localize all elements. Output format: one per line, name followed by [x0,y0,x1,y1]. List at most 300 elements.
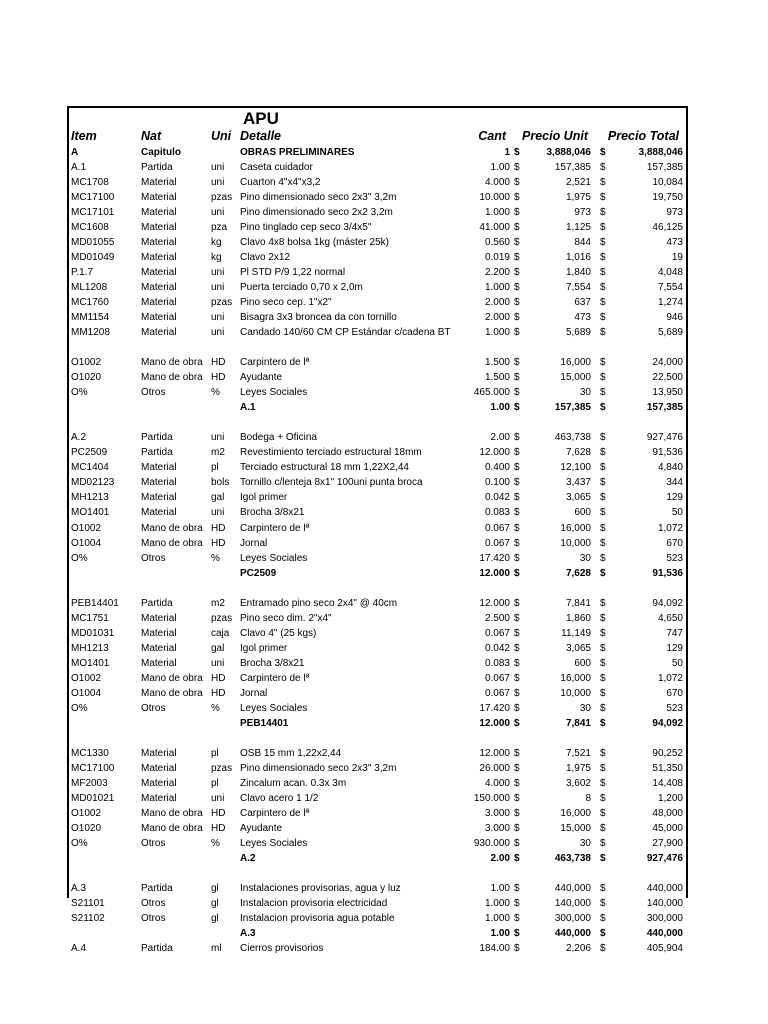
cell-nat: Mano de obra [141,357,203,369]
cell-uni: % [211,702,220,714]
cell-precio-unit: 7,628 [565,447,591,459]
cell-currency-unit: $ [514,267,520,279]
cell-precio-total: 440,000 [646,882,683,894]
cell-precio-total: 670 [666,687,683,699]
cell-currency-total: $ [600,642,606,654]
cell-precio-total: 927,476 [646,852,683,864]
cell-currency-unit: $ [514,657,520,669]
cell-currency-total: $ [600,432,606,444]
cell-item: MD01055 [71,237,115,249]
cell-currency-unit: $ [514,402,520,414]
cell-cant: 0.400 [484,462,510,474]
cell-precio-unit: 2,206 [565,943,591,955]
cell-detalle: OSB 15 mm 1,22x2,44 [240,747,342,759]
cell-nat: Partida [141,597,173,609]
cell-uni: uni [211,327,225,339]
cell-detalle: Brocha 3/8x21 [240,507,305,519]
cell-nat: Mano de obra [141,522,203,534]
cell-nat: Otros [141,552,166,564]
table-row [69,145,686,160]
cell-uni: pzas [211,192,233,204]
cell-item: MC1760 [71,297,109,309]
cell-detalle: Bodega + Oficina [240,432,317,444]
cell-nat: Partida [141,447,173,459]
cell-precio-unit: 1,125 [565,222,591,234]
cell-precio-unit: 973 [574,207,591,219]
cell-uni: % [211,387,220,399]
table-header [69,129,686,145]
table-row [69,205,686,220]
cell-item: S21101 [71,898,105,909]
cell-currency-unit: $ [514,943,520,955]
cell-currency-total: $ [600,357,606,369]
table-row [69,896,686,911]
cell-precio-unit: 157,385 [554,162,591,174]
cell-precio-unit: 1,016 [565,252,591,264]
header-precio-unit: Precio Unit [522,129,588,143]
cell-item: PEB14401 [71,597,119,609]
cell-precio-total: 523 [666,702,683,714]
cell-detalle: PC2509 [240,567,277,579]
cell-precio-total: 405,904 [646,943,683,955]
cell-nat: Material [141,747,177,759]
cell-currency-unit: $ [514,297,520,309]
cell-item: O% [71,552,88,564]
table-row [69,280,686,295]
cell-currency-unit: $ [514,852,520,864]
cell-currency-unit: $ [514,882,520,894]
cell-item: O% [71,702,88,714]
cell-detalle: Pino dimensionado seco 2x2 3,2m [240,207,393,219]
cell-currency-total: $ [600,612,606,624]
cell-precio-unit: 16,000 [560,672,591,684]
cell-detalle: Leyes Sociales [240,552,308,564]
cell-currency-unit: $ [514,807,520,819]
cell-currency-unit: $ [514,327,520,339]
cell-precio-unit: 30 [579,387,591,399]
cell-currency-total: $ [600,222,606,234]
cell-nat: Material [141,492,177,504]
cell-precio-unit: 16,000 [560,357,591,369]
cell-precio-total: 1,072 [657,522,683,534]
cell-precio-unit: 300,000 [554,913,591,925]
cell-detalle: Leyes Sociales [240,702,308,714]
cell-item: PC2509 [71,447,108,459]
cell-item: MC1404 [71,462,109,474]
cell-nat: Otros [141,387,166,399]
cell-detalle: Jornal [240,687,268,699]
cell-nat: Material [141,657,177,669]
cell-uni: uni [211,792,225,804]
cell-precio-unit: 2,521 [565,177,591,189]
cell-currency-total: $ [600,327,606,339]
table-row [69,686,686,701]
cell-item: MH1213 [71,642,109,654]
cell-currency-unit: $ [514,913,520,925]
cell-uni: HD [211,357,226,369]
blank-row [69,340,686,355]
cell-precio-total: 14,408 [652,777,683,789]
cell-cant: 10.000 [479,192,510,204]
cell-currency-unit: $ [514,537,520,549]
cell-precio-total: 129 [666,492,683,504]
table-row [69,475,686,490]
cell-cant: 12.000 [479,747,510,759]
cell-currency-unit: $ [514,252,520,264]
cell-currency-unit: $ [514,597,520,609]
cell-detalle: Bisagra 3x3 broncea da con tornillo [240,312,397,324]
table-row [69,626,686,641]
cell-detalle: Zincalum acan. 0.3x 3m [240,777,347,789]
table-row [69,505,686,520]
cell-precio-total: 523 [666,552,683,564]
cell-nat: Material [141,642,177,654]
cell-uni: pzas [211,762,233,774]
cell-cant: 3.000 [484,807,510,819]
cell-precio-unit: 8 [585,792,591,804]
cell-currency-total: $ [600,177,606,189]
cell-precio-unit: 600 [574,507,591,519]
cell-nat: Mano de obra [141,372,203,384]
cell-currency-unit: $ [514,432,520,444]
cell-nat: Mano de obra [141,672,203,684]
spreadsheet [67,106,688,955]
cell-currency-total: $ [600,267,606,279]
table-row [69,656,686,671]
table-row [69,746,686,761]
cell-item: MM1154 [71,312,110,324]
cell-nat: Material [141,282,177,294]
cell-item: O% [71,387,88,399]
cell-currency-total: $ [600,822,606,834]
cell-precio-unit: 440,000 [554,882,591,894]
cell-precio-total: 300,000 [646,913,683,925]
cell-currency-total: $ [600,162,606,174]
cell-detalle: Pino tinglado cep seco 3/4x5" [240,222,372,234]
cell-detalle: Revestimiento terciado estructural 18mm [240,447,422,459]
table-row [69,551,686,566]
cell-cant: 1.500 [484,372,510,384]
cell-item: MC1330 [71,747,109,759]
cell-precio-total: 7,554 [657,282,683,294]
table-row [69,175,686,190]
cell-cant: 1 [504,147,510,158]
table-row [69,160,686,175]
cell-cant: 0.083 [484,507,510,519]
table-row [69,851,686,866]
cell-currency-total: $ [600,747,606,759]
cell-uni: uni [211,432,225,444]
cell-currency-unit: $ [514,522,520,534]
cell-precio-unit: 1,975 [565,192,591,204]
cell-nat: Material [141,252,177,264]
cell-uni: HD [211,522,226,534]
table-row [69,355,686,370]
cell-detalle: Leyes Sociales [240,387,308,399]
cell-uni: gal [211,492,225,504]
cell-item: MF2003 [71,777,108,789]
cell-detalle: Cierros provisorios [240,943,324,955]
cell-detalle: Pino dimensionado seco 2x3" 3,2m [240,762,397,774]
cell-currency-total: $ [600,252,606,264]
cell-nat: Material [141,762,177,774]
cell-currency-unit: $ [514,702,520,714]
cell-nat: Material [141,627,177,639]
cell-precio-total: 344 [666,477,683,489]
cell-precio-total: 4,048 [657,267,683,279]
cell-currency-total: $ [600,807,606,819]
cell-nat: Material [141,312,177,324]
cell-detalle: Clavo acero 1 1/2 [240,792,319,804]
cell-uni: m2 [211,597,225,609]
header-precio-total: Precio Total [607,129,679,143]
cell-uni: gl [211,898,219,909]
cell-cant: 17.420 [479,552,510,564]
cell-precio-unit: 1,975 [565,762,591,774]
cell-detalle: Clavo 2x12 [240,252,291,264]
cell-precio-unit: 15,000 [560,822,591,834]
cell-detalle: Pino dimensionado seco 2x3" 3,2m [240,192,397,204]
table-row [69,821,686,836]
cell-nat: Mano de obra [141,537,203,549]
cell-precio-unit: 3,065 [565,642,591,654]
cell-uni: uni [211,312,225,324]
table-row [69,445,686,460]
cell-precio-unit: 3,888,046 [546,147,591,158]
cell-precio-total: 1,274 [657,297,683,309]
cell-precio-total: 48,000 [652,807,683,819]
cell-precio-unit: 844 [574,237,591,249]
table-row [69,716,686,731]
cell-detalle: Terciado estructural 18 mm 1,22X2,44 [240,462,409,474]
cell-item: A [71,147,79,158]
table-row [69,536,686,551]
cell-precio-total: 27,900 [652,837,683,849]
cell-currency-unit: $ [514,822,520,834]
cell-detalle: Puerta terciado 0,70 x 2,0m [240,282,363,294]
cell-item: O1004 [71,537,102,549]
cell-uni: pl [211,462,219,474]
cell-detalle: Carpintero de lª [240,672,310,684]
cell-precio-total: 440,000 [646,928,683,940]
cell-detalle: Candado 140/60 CM CP Estándar c/cadena BT [240,327,451,339]
cell-precio-unit: 1,840 [565,267,591,279]
header-cant: Cant [478,129,506,143]
cell-precio-unit: 1,860 [565,612,591,624]
cell-currency-total: $ [600,762,606,774]
cell-precio-total: 24,000 [652,357,683,369]
cell-nat: Otros [141,702,166,714]
cell-detalle: Brocha 3/8x21 [240,657,305,669]
cell-cant: 17.420 [479,702,510,714]
cell-uni: ml [211,943,222,955]
table-row [69,881,686,896]
cell-detalle: Leyes Sociales [240,837,308,849]
cell-cant: 150.000 [473,792,510,804]
cell-nat: Mano de obra [141,807,203,819]
cell-currency-total: $ [600,537,606,549]
cell-cant: 930.000 [473,837,510,849]
cell-cant: 26.000 [479,762,510,774]
cell-currency-unit: $ [514,237,520,249]
header-nat: Nat [141,129,162,143]
cell-detalle: Pino seco dim. 2"x4" [240,612,332,624]
cell-currency-total: $ [600,522,606,534]
cell-cant: 3.000 [484,822,510,834]
cell-nat: Material [141,177,177,189]
cell-currency-unit: $ [514,837,520,849]
cell-currency-total: $ [600,597,606,609]
cell-precio-unit: 140,000 [554,898,591,909]
cell-cant: 0.560 [484,237,510,249]
cell-uni: HD [211,822,226,834]
cell-cant: 0.067 [484,627,510,639]
cell-precio-total: 90,252 [652,747,683,759]
cell-currency-total: $ [600,792,606,804]
cell-cant: 1.500 [484,357,510,369]
cell-precio-unit: 30 [579,702,591,714]
cell-precio-unit: 7,841 [565,597,591,609]
cell-uni: uni [211,657,225,669]
header-detalle: Detalle [240,129,281,143]
cell-precio-total: 4,840 [657,462,683,474]
cell-cant: 0.067 [484,672,510,684]
cell-precio-total: 4,650 [657,612,683,624]
table-row [69,325,686,340]
cell-uni: HD [211,672,226,684]
cell-uni: % [211,837,220,849]
cell-currency-total: $ [600,387,606,399]
table-row [69,295,686,310]
cell-precio-unit: 7,554 [565,282,591,294]
cell-nat: Mano de obra [141,822,203,834]
cell-item: A.3 [71,882,87,894]
cell-item: MD01031 [71,627,115,639]
cell-precio-unit: 463,738 [554,852,591,864]
cell-item: O1020 [71,372,102,384]
cell-nat: Partida [141,162,173,174]
cell-uni: HD [211,372,226,384]
cell-currency-unit: $ [514,177,520,189]
cell-cant: 2.00 [490,852,510,864]
cell-item: O1002 [71,807,102,819]
cell-precio-total: 5,689 [657,327,683,339]
cell-nat: Material [141,327,177,339]
cell-currency-unit: $ [514,462,520,474]
cell-item: MC1708 [71,177,109,189]
cell-precio-total: 946 [666,312,683,324]
cell-currency-total: $ [600,717,606,729]
cell-currency-total: $ [600,777,606,789]
cell-precio-unit: 10,000 [560,687,591,699]
table-row [69,521,686,536]
cell-currency-unit: $ [514,717,520,729]
cell-detalle: A.3 [240,928,256,940]
cell-precio-unit: 12,100 [560,462,591,474]
cell-currency-unit: $ [514,162,520,174]
cell-detalle: Ayudante [240,822,283,834]
cell-item: MM1208 [71,327,110,339]
cell-cant: 1.000 [484,898,510,909]
cell-cant: 1.00 [490,928,510,940]
table-row [69,776,686,791]
cell-currency-total: $ [600,447,606,459]
cell-precio-total: 140,000 [646,898,683,909]
cell-precio-total: 46,125 [652,222,683,234]
cell-precio-total: 13,950 [652,387,683,399]
cell-item: O1002 [71,357,102,369]
cell-currency-unit: $ [514,552,520,564]
cell-precio-total: 1,200 [657,792,683,804]
cell-currency-total: $ [600,507,606,519]
cell-precio-total: 45,000 [652,822,683,834]
cell-currency-unit: $ [514,147,520,158]
cell-item: MD02123 [71,477,115,489]
cell-detalle: Tornillo c/lenteja 8x1" 100uni punta broca [240,477,423,489]
cell-currency-unit: $ [514,387,520,399]
cell-uni: uni [211,162,225,174]
cell-cant: 0.067 [484,537,510,549]
cell-uni: HD [211,687,226,699]
cell-item: P.1.7 [71,267,94,279]
cell-detalle: Ayudante [240,372,283,384]
cell-uni: pl [211,777,219,789]
table-row [69,836,686,851]
cell-currency-unit: $ [514,777,520,789]
cell-nat: Material [141,297,177,309]
cell-detalle: Instalacion provisoria electricidad [240,898,388,909]
cell-precio-unit: 3,065 [565,492,591,504]
cell-nat: Material [141,222,177,234]
cell-currency-total: $ [600,297,606,309]
cell-precio-unit: 30 [579,552,591,564]
cell-precio-total: 50 [671,507,683,519]
cell-detalle: Instalacion provisoria agua potable [240,913,395,925]
cell-precio-unit: 473 [574,312,591,324]
cell-precio-unit: 16,000 [560,522,591,534]
cell-detalle: Igol primer [240,492,288,504]
cell-currency-unit: $ [514,357,520,369]
cell-currency-unit: $ [514,567,520,579]
cell-uni: gal [211,642,225,654]
cell-nat: Material [141,792,177,804]
cell-currency-unit: $ [514,612,520,624]
cell-uni: HD [211,537,226,549]
cell-currency-unit: $ [514,747,520,759]
cell-detalle: OBRAS PRELIMINARES [240,147,355,158]
table-row [69,701,686,716]
cell-nat: Material [141,237,177,249]
cell-currency-total: $ [600,237,606,249]
cell-uni: uni [211,507,225,519]
table-row [69,190,686,205]
cell-cant: 0.042 [484,492,510,504]
cell-precio-total: 1,072 [657,672,683,684]
cell-cant: 12.000 [479,447,510,459]
cell-detalle: A.2 [240,852,256,864]
cell-currency-total: $ [600,372,606,384]
cell-currency-total: $ [600,492,606,504]
cell-cant: 4.000 [484,777,510,789]
header-item: Item [71,129,97,143]
table-row [69,671,686,686]
cell-precio-total: 91,536 [652,567,683,579]
cell-detalle: Caseta cuidador [240,162,313,174]
table-row [69,385,686,400]
cell-precio-total: 94,092 [652,597,683,609]
cell-item: MC17100 [71,192,115,204]
cell-item: MC1751 [71,612,109,624]
